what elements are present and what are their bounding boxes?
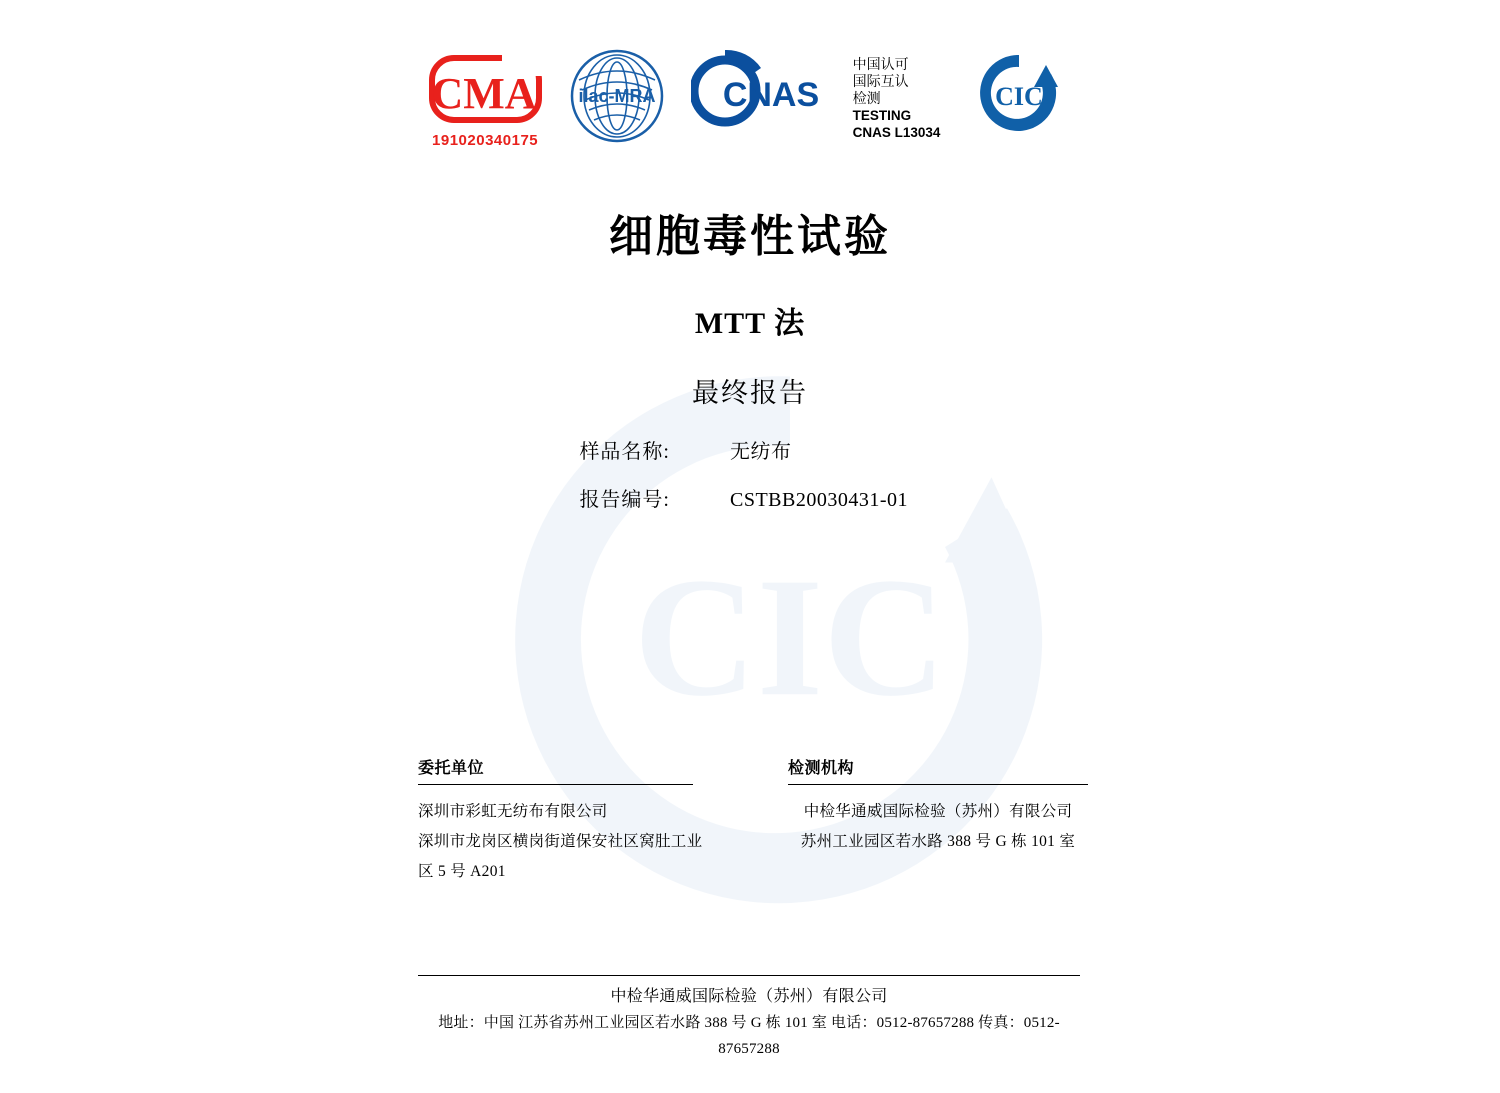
client-address: 深圳市龙岗区横岗街道保安社区窝肚工业区 5 号 A201 bbox=[418, 833, 703, 880]
report-number-label: 报告编号: bbox=[579, 489, 670, 511]
report-method: MTT 法 bbox=[694, 307, 806, 340]
client-name: 深圳市彩虹无纺布有限公司 bbox=[418, 803, 608, 820]
cic-logo-icon bbox=[966, 48, 1072, 138]
page-footer bbox=[418, 975, 1080, 1062]
cma-logo-icon bbox=[428, 48, 543, 130]
cnas-line-1: 中国认可 bbox=[852, 56, 909, 72]
accreditation-logo-bar bbox=[0, 48, 1500, 149]
svg-text:CIC: CIC bbox=[633, 542, 947, 732]
lab-block bbox=[788, 755, 1088, 887]
client-rule bbox=[418, 784, 693, 785]
cnas-line-2: 国际互认 bbox=[852, 73, 909, 89]
lab-name: 中检华通威国际检验（苏州）有限公司 bbox=[803, 803, 1073, 820]
report-type: 最终报告 bbox=[692, 378, 808, 408]
lab-address: 苏州工业园区若水路 388 号 G 栋 101 室 bbox=[800, 833, 1076, 850]
ilac-mra-logo-icon bbox=[569, 48, 665, 144]
cic-logo-cell bbox=[966, 48, 1072, 138]
svg-text:ilac-MRA: ilac-MRA bbox=[578, 86, 656, 106]
svg-text:CIC: CIC bbox=[995, 82, 1044, 111]
client-block bbox=[418, 755, 718, 887]
cnas-logo-cell bbox=[691, 48, 827, 134]
cma-number: 191020340175 bbox=[432, 132, 539, 149]
meta-row bbox=[0, 428, 1500, 476]
footer-company: 中检华通威国际检验（苏州）有限公司 bbox=[610, 988, 888, 1005]
svg-text:CMA: CMA bbox=[431, 69, 537, 118]
report-meta bbox=[0, 428, 1500, 524]
svg-text:CNAS: CNAS bbox=[722, 76, 819, 114]
footer-contact: 地址：中国 江苏省苏州工业园区若水路 388 号 G 栋 101 室 电话：0512-87657288 传真：0512-87657288 bbox=[438, 1015, 1060, 1057]
cnas-line-code: CNAS L13034 bbox=[852, 125, 941, 140]
lab-rule bbox=[788, 784, 1088, 785]
report-number-value: CSTBB20030431-01 bbox=[730, 489, 909, 511]
cma-logo-cell bbox=[428, 48, 543, 149]
cnas-logo-icon bbox=[691, 48, 827, 134]
ilac-logo-cell bbox=[569, 48, 665, 144]
meta-row bbox=[0, 476, 1500, 524]
footer-divider bbox=[418, 975, 1080, 976]
client-heading: 委托单位 bbox=[418, 760, 485, 777]
cnas-text-cell bbox=[853, 48, 941, 141]
report-title: 细胞毒性试验 bbox=[609, 211, 891, 262]
lab-heading: 检测机构 bbox=[788, 760, 855, 777]
sample-name-value: 无纺布 bbox=[730, 441, 792, 463]
parties-section bbox=[418, 755, 1298, 887]
cnas-line-3: 检测 bbox=[852, 90, 881, 106]
cnas-line-testing: TESTING bbox=[852, 108, 912, 123]
sample-name-label: 样品名称: bbox=[579, 441, 670, 463]
